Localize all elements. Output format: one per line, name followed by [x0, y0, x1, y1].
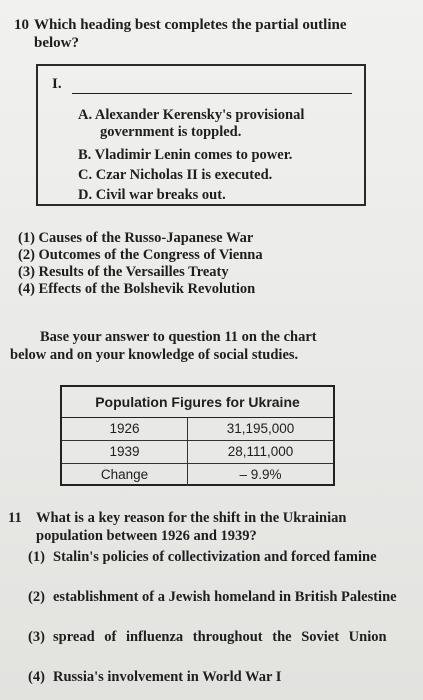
table-title: Population Figures for Ukraine — [62, 387, 333, 418]
population-table — [60, 385, 335, 486]
worksheet-page: 10 Which heading best completes the partial outline below? I. A. Alexander Kerensky's provisional government is toppled. B. Vladimir Lenin comes to power. C. Czar Nicholas II is executed. D. Civil war breaks out. (1) Causes of the Russo-Japanese War (2) Outcomes of the Congress of Vienna (3) Results of the Versailles Treaty (4) Effects of the Bolshevik Revolution Base your answer to question 11 on the chart below and on your knowledge of social studies. Population Figures for Ukraine 1926 31,195,000 1939 28,111,000 Change – 9.9% 11 What is a key reason for the shift in the Ukrainian population between 1926 and 1939? (1) Stalin's policies of collectivization and forced famine (2) establishment of a Jewish homeland in British Palestine (3) spread of influenza throughout the Soviet Union (4) Russia's involvement in World War I — [0, 0, 423, 700]
table-cell-year: 1926 — [62, 418, 188, 440]
outline-heading-numeral: I. — [52, 76, 62, 92]
question-line: What is a key reason for the shift in the Ukrainian — [36, 510, 347, 526]
table-cell-value: 28,111,000 — [227, 444, 294, 459]
table-cell-value: 31,195,000 — [226, 421, 295, 436]
outline-item-c: C. Czar Nicholas II is executed. — [78, 167, 273, 183]
choice-1: (1) Causes of the Russo-Japanese War — [18, 230, 254, 246]
choice-4: (4) Effects of the Bolshevik Revolution — [18, 281, 256, 297]
table-row — [62, 441, 333, 464]
outline-heading-blank — [72, 93, 352, 94]
choice-3: (3) Results of the Versailles Treaty — [18, 264, 229, 280]
question-text — [34, 16, 404, 52]
question-number: 10 — [14, 17, 29, 33]
question-line: Which heading best completes the partial outline — [34, 17, 347, 33]
choice-2: (2) Outcomes of the Congress of Vienna — [18, 247, 263, 263]
outline-item-b: B. Vladimir Lenin comes to power. — [78, 147, 293, 163]
outline-item-a: A. Alexander Kerensky's provisional government is toppled. — [78, 107, 305, 140]
outline-item-d: D. Civil war breaks out. — [78, 187, 226, 203]
question-line: below? — [34, 35, 79, 51]
question-line: population between 1926 and 1939? — [36, 528, 257, 544]
table-row — [62, 464, 333, 486]
table-row — [62, 418, 333, 441]
question-number: 11 — [8, 510, 22, 526]
table-cell-year: 1939 — [62, 441, 188, 463]
table-cell-value: – 9.9% — [239, 467, 282, 482]
partial-outline-box — [36, 64, 366, 206]
table-cell-label: Change — [62, 464, 188, 486]
